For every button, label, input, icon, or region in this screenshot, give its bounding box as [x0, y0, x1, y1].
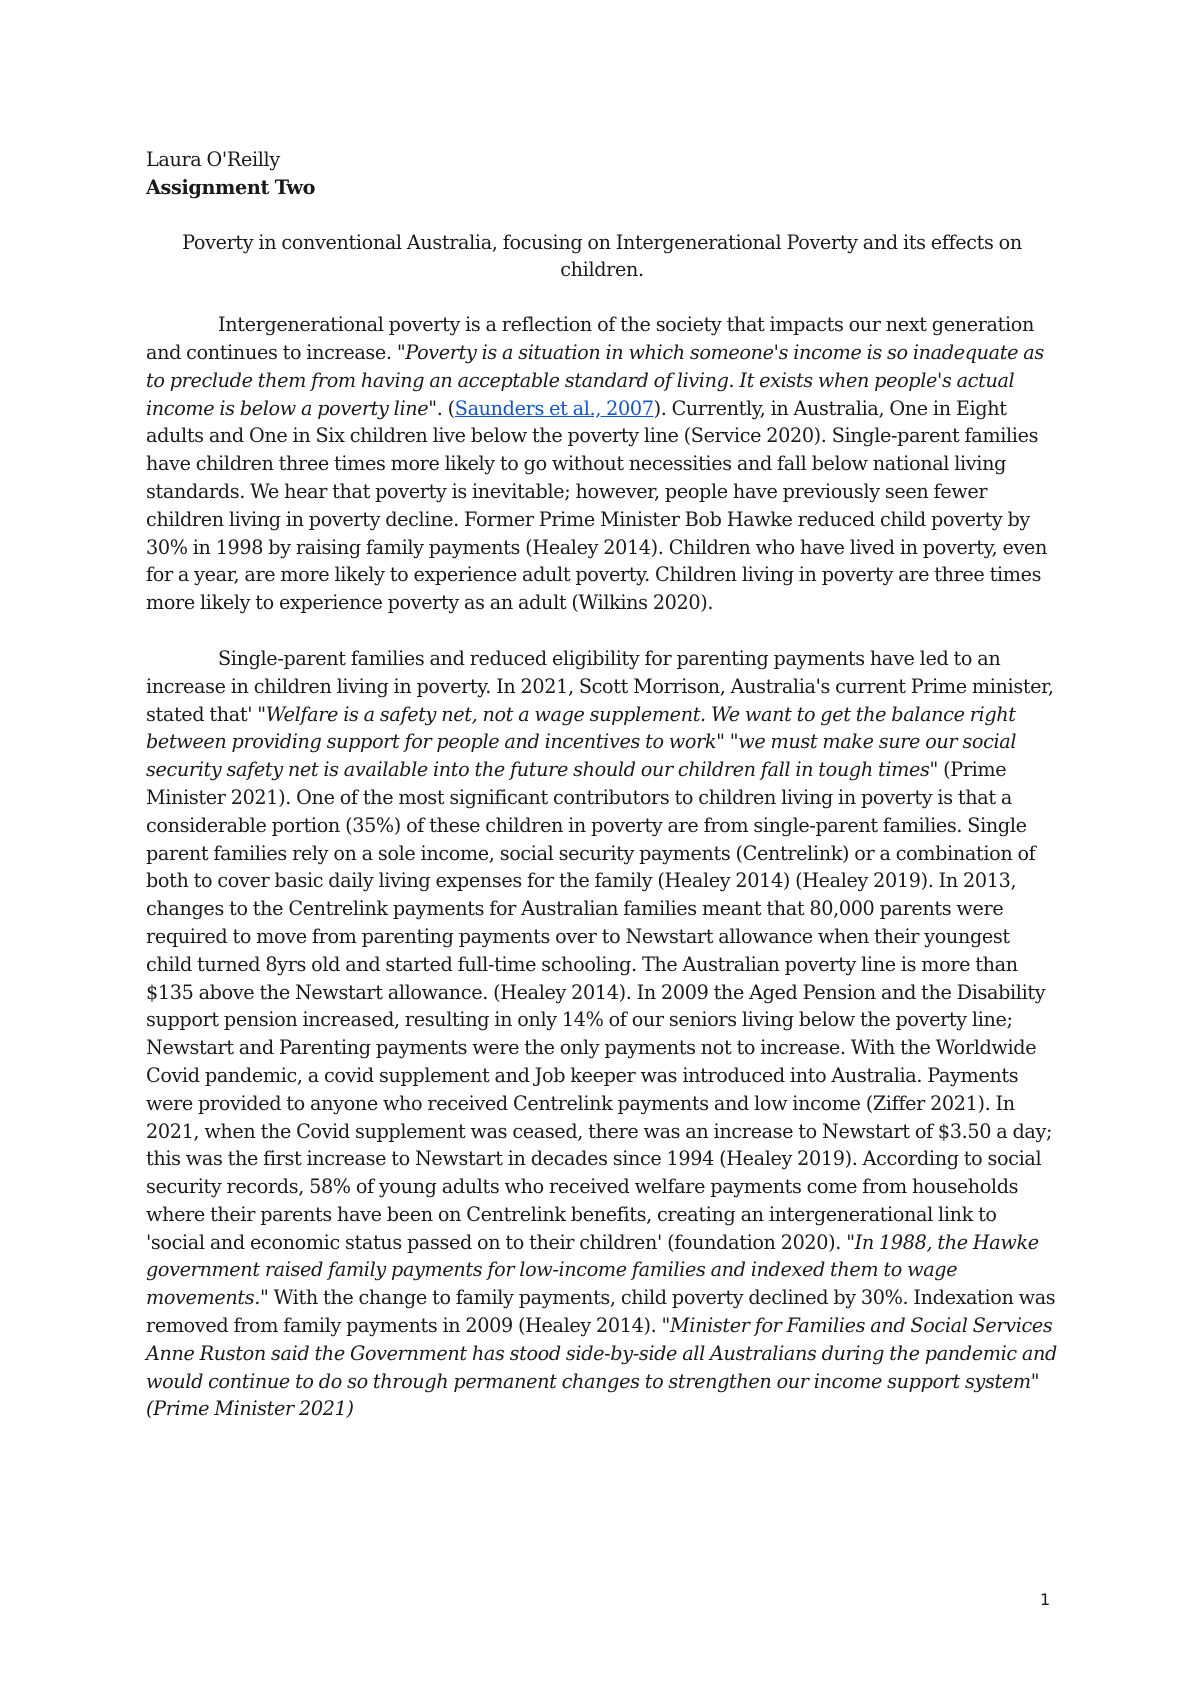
paragraph-2-text-2: (Prime Minister 2021). One of the most significant contributors to children living in poverty is that a considerable portion (35%) of these children in poverty are from single-parent families. Single parent families rely on a sole income, social security payments (Centrelink) or a combination of both to cover basic daily living expenses for the family (Healey 2014) (Healey 2019). In 2013, changes to the Centrelink payments for Australian families meant that 80,000 parents were required to move from parenting payments over to Newstart allowance when their youngest child turned 8yrs old and started full-time schooling. The Australian poverty line is more than $135 above the Newstart allowance. (Healey 2014). In 2009 the Aged Pension and the Disability support pension increased, resulting in only 14% of our seniors living below the poverty line; Newstart and Parenting payments were the only payments not to increase. With the Worldwide Covid pandemic, a covid supplement and Job keeper was introduced into Australia. Payments were provided to anyone who received Centrelink payments and low income (Ziffer 2021). In 2021, when the Covid supplement was ceased, there was an increase to Newstart of $3.50 a day; this was the first increase to Newstart in decades since 1994 (Healey 2019). According to social security records, 58% of young adults who received welfare payments come from households where their parents have been on Centrelink benefits, creating an intergenerational link to 'social and economic status passed on to their children' (foundation 2020). [146, 758, 1053, 1254]
essay-title: Poverty in conventional Australia, focusing on Intergenerational Poverty and its effects on children. [182, 230, 1022, 282]
author-name: Laura O'Reilly [146, 148, 280, 171]
page-content [146, 146, 1058, 1423]
assignment-heading: Assignment Two [146, 175, 316, 199]
paragraph-2-text-1: Single-parent families and reduced eligibility for parenting payments have led to an increase in children living in poverty. In 2021, Scott Morrison, Australia's current Prime minister, stated that' [146, 646, 1054, 726]
citation-link-saunders[interactable]: Saunders et al., 2007 [454, 396, 654, 420]
paragraph-2-text-3: " With the change to family payments, child poverty declined by 30%. Indexation was removed from family payments in 2009 (Healey 2014). [146, 1286, 1056, 1338]
paragraph-2-quote-3: "Minister for Families and Social Services Anne Ruston said the Government has stood side-by-side all Australians during the pandemic and would continue to do so through permanent changes to strengthen our income support system" (Prime Minister 2021) [146, 1314, 1057, 1421]
paragraph-1-text-3: ). Currently, in Australia, One in Eight adults and One in Six children live below the poverty line (Service 2020). Single-parent families have children three times more likely to go without necessities and fall below national living standards. We hear that poverty is inevitable; however, people have previously seen fewer children living in poverty decline. Former Prime Minister Bob Hawke reduced child poverty by 30% in 1998 by raising family payments (Healey 2014). Children who have lived in poverty, even for a year, are more likely to experience adult poverty. Children living in poverty are three times more likely to experience poverty as an adult (Wilkins 2020). [146, 396, 1047, 615]
paragraph-2-quote-2: "In 1988, the Hawke government raised family payments for low-income families and indexed them to wage movements. [146, 1230, 1039, 1310]
page-number: 1 [1040, 1590, 1051, 1609]
paragraph-1 [146, 311, 1058, 617]
paragraph-2 [146, 645, 1058, 1423]
paragraph-1-quote-1: "Poverty is a situation in which someone's income is so inadequate as to preclude them from having an acceptable standard of living. It exists when people's actual income is below a poverty line" [146, 340, 1044, 420]
paragraph-1-text-2: . ( [436, 396, 455, 420]
paragraph-1-text-1: Intergenerational poverty is a reflection of the society that impacts our next generation and continues to increase. [146, 313, 1034, 364]
paragraph-2-quote-1: "Welfare is a safety net, not a wage supplement. We want to get the balance right between providing support for people and incentives to work" "we must make sure our social security safety net is available into the future should our children fall in tough times" [146, 702, 1017, 782]
